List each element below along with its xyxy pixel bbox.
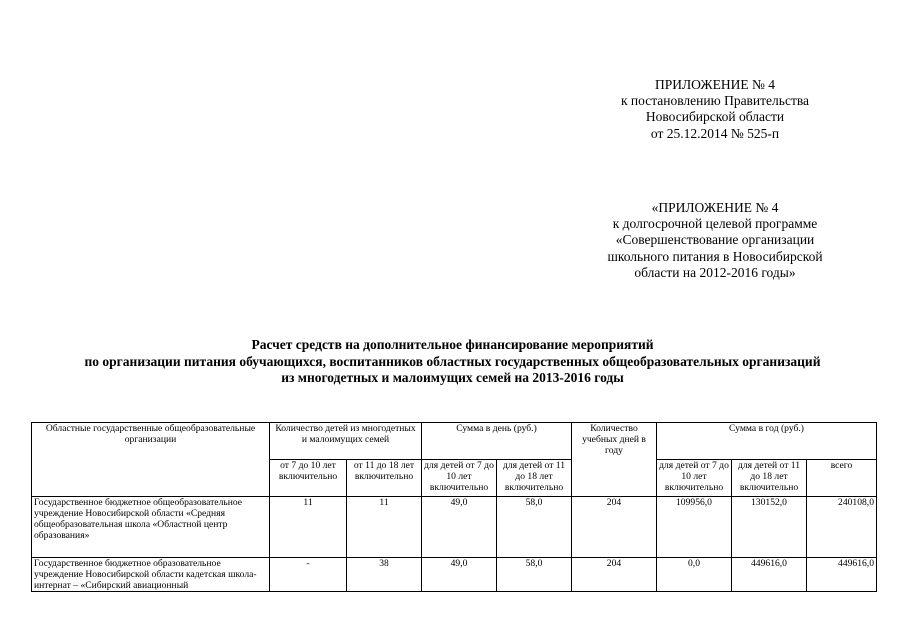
header-sum-per-year: Сумма в год (руб.) <box>657 423 877 460</box>
year-11-18-cell: 449616,0 <box>732 558 807 592</box>
appendix-line-4: от 25.12.2014 № 525-п <box>650 125 780 141</box>
header-year-7-10: для детей от 7 до 10 лет включительно <box>657 460 732 497</box>
year-total-cell: 240108,0 <box>807 497 877 558</box>
appendix-header <box>580 77 850 142</box>
header-age-7-10: от 7 до 10 лет включительно <box>270 460 347 497</box>
header-age-11-18: от 11 до 18 лет включительно <box>347 460 422 497</box>
program-line-5: области на 2012-2016 годы» <box>634 264 796 280</box>
org-name-cell: Государственное бюджетное общеобразовательное учреждение Новосибирской области «Средняя общеобразовательная школа «Областной центр образования» <box>32 497 270 558</box>
appendix-line-2: к постановлению Правительства <box>620 93 810 109</box>
day-7-10-cell: 49,0 <box>422 497 497 558</box>
header-year-total: всего <box>807 460 877 497</box>
table-header-row <box>32 423 877 460</box>
year-11-18-cell: 130152,0 <box>732 497 807 558</box>
school-days-cell: 204 <box>572 558 657 592</box>
program-header <box>575 200 855 281</box>
header-children-count: Количество детей из многодетных и малоимущих семей <box>270 423 422 460</box>
title-line-3: из многодетных и малоимущих семей на 2013-2016 годы <box>281 370 624 385</box>
count-7-10-cell: - <box>270 558 347 592</box>
program-line-1: «ПРИЛОЖЕНИЕ № 4 <box>651 200 779 215</box>
program-line-4: школьного питания в Новосибирской <box>607 248 823 264</box>
appendix-line-3: Новосибирской области <box>645 109 785 125</box>
financing-table <box>31 422 877 592</box>
appendix-line-1: ПРИЛОЖЕНИЕ № 4 <box>654 77 776 92</box>
count-11-18-cell: 38 <box>347 558 422 592</box>
table-row <box>32 558 877 592</box>
org-name-cell: Государственное бюджетное образовательное учреждение Новосибирской области кадетская школа-интернат – «Сибирский авиационный <box>32 558 270 592</box>
header-day-7-10: для детей от 7 до 10 лет включительно <box>422 460 497 497</box>
header-org: Областные государственные общеобразовательные организации <box>32 423 270 497</box>
day-7-10-cell: 49,0 <box>422 558 497 592</box>
year-7-10-cell: 0,0 <box>657 558 732 592</box>
document-title <box>0 337 905 387</box>
count-11-18-cell: 11 <box>347 497 422 558</box>
day-11-18-cell: 58,0 <box>497 558 572 592</box>
title-line-1: Расчет средств на дополнительное финансирование мероприятий <box>251 337 654 352</box>
header-school-days: Количество учебных дней в году <box>572 423 657 497</box>
header-day-11-18: для детей от 11 до 18 лет включительно <box>497 460 572 497</box>
school-days-cell: 204 <box>572 497 657 558</box>
program-line-2: к долгосрочной целевой программе <box>612 216 818 232</box>
header-sum-per-day: Сумма в день (руб.) <box>422 423 572 460</box>
day-11-18-cell: 58,0 <box>497 497 572 558</box>
header-year-11-18: для детей от 11 до 18 лет включительно <box>732 460 807 497</box>
table-row <box>32 497 877 558</box>
program-line-3: «Совершенствование организации <box>615 232 815 248</box>
count-7-10-cell: 11 <box>270 497 347 558</box>
year-total-cell: 449616,0 <box>807 558 877 592</box>
title-line-2: по организации питания обучающихся, воспитанников областных государственных общеобразовательных организаций <box>84 353 821 369</box>
year-7-10-cell: 109956,0 <box>657 497 732 558</box>
